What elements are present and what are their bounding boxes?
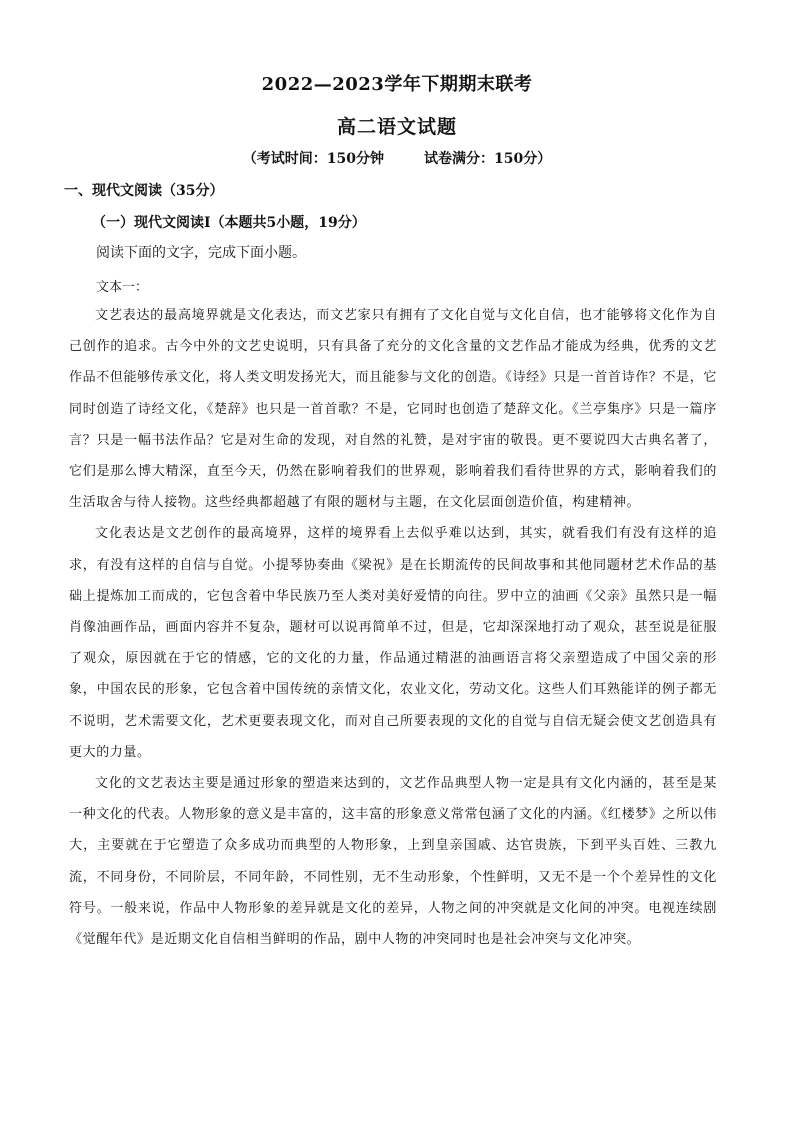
passage-paragraph: 文化的文艺表达主要是通过形象的塑造来达到的，文艺作品典型人物一定是具有文化内涵的，甚至是某一种文化的代表。人物形象的意义是丰富的，这丰富的形象意义常常包涵了文化的内涵。《红楼梦》之所以伟大，主要就在于它塑造了众多成功而典型的人物形象，上到皇亲国戚、达官贵族，下到平头百姓、三教九流，不同身份，不同阶层，不同年龄，不同性别，无不生动形象，个性鲜明，又无不是一个个差异性的文化符号。一般来说，作品中人物形象的差异就是文化的差异，人物之间的冲突就是文化间的冲突。电视连续剧《觉醒年代》是近期文化自信相当鲜明的作品，剧中人物的冲突同时也是社会冲突与文化冲突。 <box>69 776 717 948</box>
exam-time: （考试时间：150分钟 <box>242 151 384 167</box>
passage-body <box>69 300 717 955</box>
section-heading: 一、现代文阅读（35分） <box>64 183 224 199</box>
subsection-heading: （一）现代文阅读Ⅰ（本题共5小题，19分） <box>92 215 366 231</box>
full-score: 试卷满分：150分） <box>424 151 552 167</box>
text-label: 文本一： <box>96 280 149 295</box>
exam-title: 2022—2023学年下期期末联考 <box>261 74 533 95</box>
reading-instruction: 阅读下面的文字，完成下面小题。 <box>96 245 306 261</box>
exam-subtitle: 高二语文试题 <box>336 116 457 138</box>
passage-paragraph: 文化表达是文艺创作的最高境界，这样的境界看上去似乎难以达到，其实，就看我们有没有这样的追求，有没有这样的自信与自觉。小提琴协奏曲《梁祝》是在长期流传的民间故事和其他同题材艺术作品的基础上提炼加工而成的，它包含着中华民族乃至人类对美好爱情的向往。罗中立的油画《父亲》虽然只是一幅肖像油画作品，画面内容并不复杂，题材可以说再简单不过，但是，它却深深地打动了观众，甚至说是征服了观众，原因就在于它的情感，它的文化的力量，作品通过精湛的油画语言将父亲塑造成了中国父亲的形象，中国农民的形象，它包含着中国传统的亲情文化，农业文化，劳动文化。这些人们耳熟能详的例子都无不说明，艺术需要文化，艺术更要表现文化，而对自己所要表现的文化的自觉与自信无疑会使文艺创造具有更大的力量。 <box>69 526 717 760</box>
exam-info <box>0 148 794 168</box>
passage-paragraph: 文艺表达的最高境界就是文化表达，而文艺家只有拥有了文化自觉与文化自信，也才能够将文化作为自己创作的追求。古今中外的文艺史说明，只有具备了充分的文化含量的文艺作品才能成为经典，优秀的文艺作品不但能够传承文化，将人类文明发扬光大，而且能参与文化的创造。《诗经》只是一首首诗作？不是，它同时创造了诗经文化，《楚辞》也只是一首首歌？不是，它同时也创造了楚辞文化。《兰亭集序》只是一篇序言？只是一幅书法作品？它是对生命的发现，对自然的礼赞，是对宇宙的敬畏。更不要说四大古典名著了，它们是那么博大精深，直至今天，仍然在影响着我们的世界观，影响着我们看待世界的方式，影响着我们的生活取舍与待人接物。这些经典都超越了有限的题材与主题，在文化层面创造价值，构建精神。 <box>69 308 717 511</box>
